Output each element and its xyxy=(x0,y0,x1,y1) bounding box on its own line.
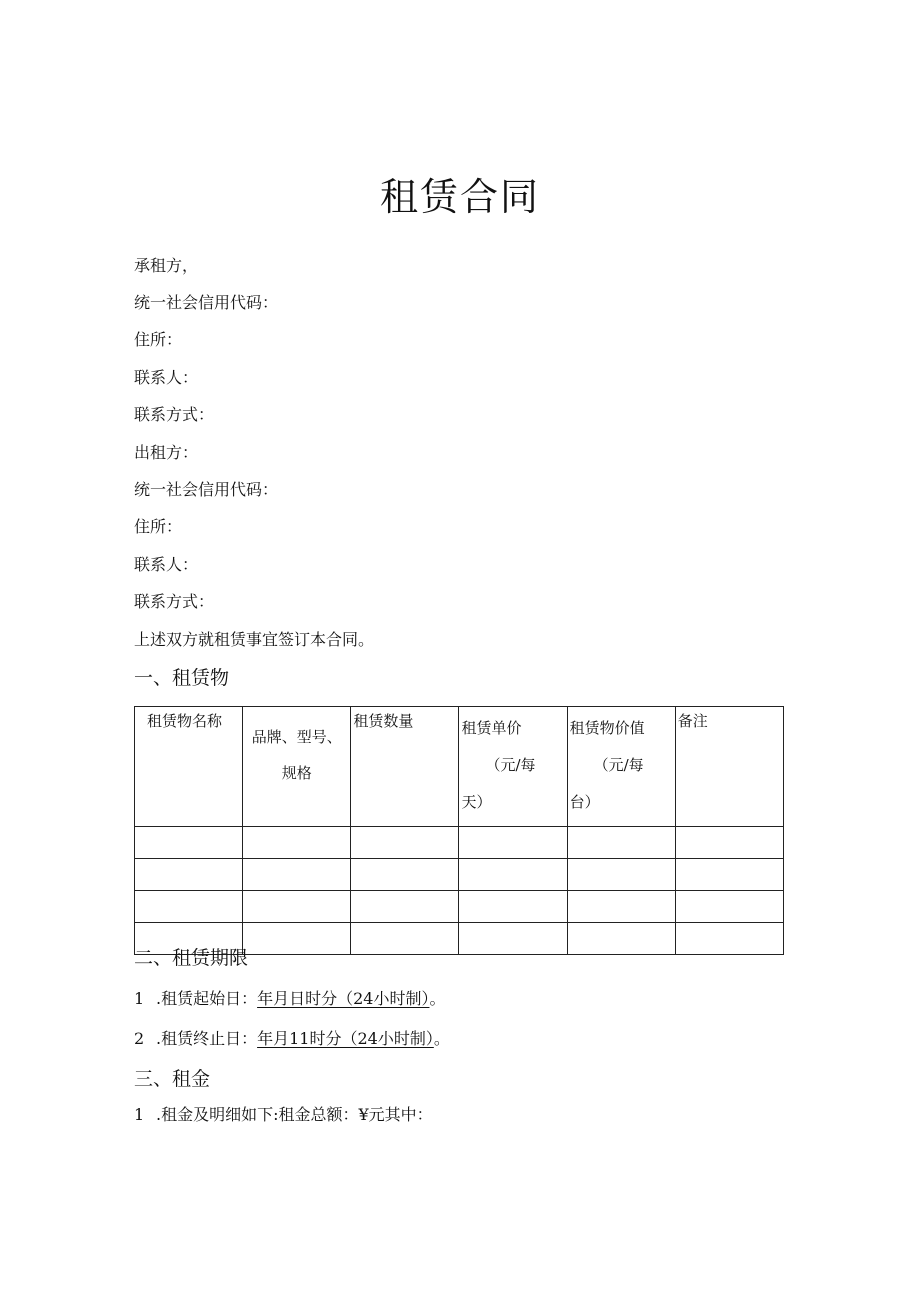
table-row xyxy=(135,827,784,859)
lessee-credit-code: 统一社会信用代码： xyxy=(134,293,279,312)
table-cell[interactable] xyxy=(135,859,243,891)
table-cell[interactable] xyxy=(459,859,567,891)
table-cell[interactable] xyxy=(243,891,351,923)
lessor-contact-method: 联系方式： xyxy=(134,592,215,611)
header-remarks: 备注 xyxy=(675,707,783,827)
header-unit-price-l2: （元/每 xyxy=(485,756,536,774)
table-cell[interactable] xyxy=(567,827,675,859)
lessee-contact-method: 联系方式： xyxy=(134,405,215,424)
table-cell[interactable] xyxy=(567,859,675,891)
table-cell[interactable] xyxy=(675,923,783,955)
lessee-contact-person: 联系人： xyxy=(134,368,199,387)
rent-detail-text: .租金及明细如下:租金总额：¥元其中： xyxy=(156,1105,433,1124)
table-row xyxy=(135,891,784,923)
term-end-label: .租赁终止日： xyxy=(156,1029,258,1048)
header-unit-price xyxy=(459,707,567,827)
table-row xyxy=(135,859,784,891)
table-cell[interactable] xyxy=(135,891,243,923)
lessee-address: 住所： xyxy=(134,330,183,349)
table-cell[interactable] xyxy=(459,923,567,955)
lessor-credit-code: 统一社会信用代码： xyxy=(134,480,279,499)
term-start-label: .租赁起始日： xyxy=(156,989,258,1008)
header-item-value-l2: （元/每 xyxy=(593,756,644,774)
table-cell[interactable] xyxy=(351,827,459,859)
table-cell[interactable] xyxy=(243,923,351,955)
term-end-value: 年月11时分（24小时制） xyxy=(257,1029,434,1048)
intro-text: 上述双方就租赁事宜签订本合同。 xyxy=(134,630,375,649)
table-cell[interactable] xyxy=(351,859,459,891)
header-item-value-l1: 租赁物价值 xyxy=(569,719,645,737)
term-start-end: 。 xyxy=(429,989,446,1008)
leased-items-table xyxy=(134,706,784,955)
section1-heading: 一、租赁物 xyxy=(134,667,230,689)
table-cell[interactable] xyxy=(459,827,567,859)
table-cell[interactable] xyxy=(351,891,459,923)
header-unit-price-l1: 租赁单价 xyxy=(461,719,522,737)
table-cell[interactable] xyxy=(675,827,783,859)
lessee-heading: 承租方， xyxy=(134,256,199,275)
term-end xyxy=(134,1028,450,1050)
term-start xyxy=(134,988,445,1010)
table-cell[interactable] xyxy=(459,891,567,923)
rent-detail xyxy=(134,1104,433,1126)
section2-heading: 二、租赁期限 xyxy=(134,947,249,969)
table-cell[interactable] xyxy=(243,827,351,859)
header-brand-model: 品牌、型号、规格 xyxy=(243,707,351,827)
term-start-number: 1 xyxy=(134,989,145,1008)
table-cell[interactable] xyxy=(567,891,675,923)
lessor-heading: 出租方： xyxy=(134,443,199,462)
header-unit-price-l3: 天） xyxy=(461,793,492,811)
table-cell[interactable] xyxy=(135,827,243,859)
section3-heading: 三、租金 xyxy=(134,1068,211,1090)
header-item-value-l3: 台） xyxy=(569,793,600,811)
lessor-address: 住所： xyxy=(134,517,183,536)
term-end-end: 。 xyxy=(433,1029,450,1048)
lessor-contact-person: 联系人： xyxy=(134,555,199,574)
table-header-row xyxy=(135,707,784,827)
table-cell[interactable] xyxy=(675,859,783,891)
term-start-value: 年月日时分（24小时制） xyxy=(257,989,430,1008)
header-item-name: 租赁物名称 xyxy=(135,707,243,827)
header-quantity: 租赁数量 xyxy=(351,707,459,827)
table-cell[interactable] xyxy=(567,923,675,955)
document-title: 租赁合同 xyxy=(379,175,540,219)
table-cell[interactable] xyxy=(351,923,459,955)
header-item-value xyxy=(567,707,675,827)
table-cell[interactable] xyxy=(243,859,351,891)
rent-detail-number: 1 xyxy=(134,1105,145,1124)
table-cell[interactable] xyxy=(675,891,783,923)
term-end-number: 2 xyxy=(134,1029,145,1048)
